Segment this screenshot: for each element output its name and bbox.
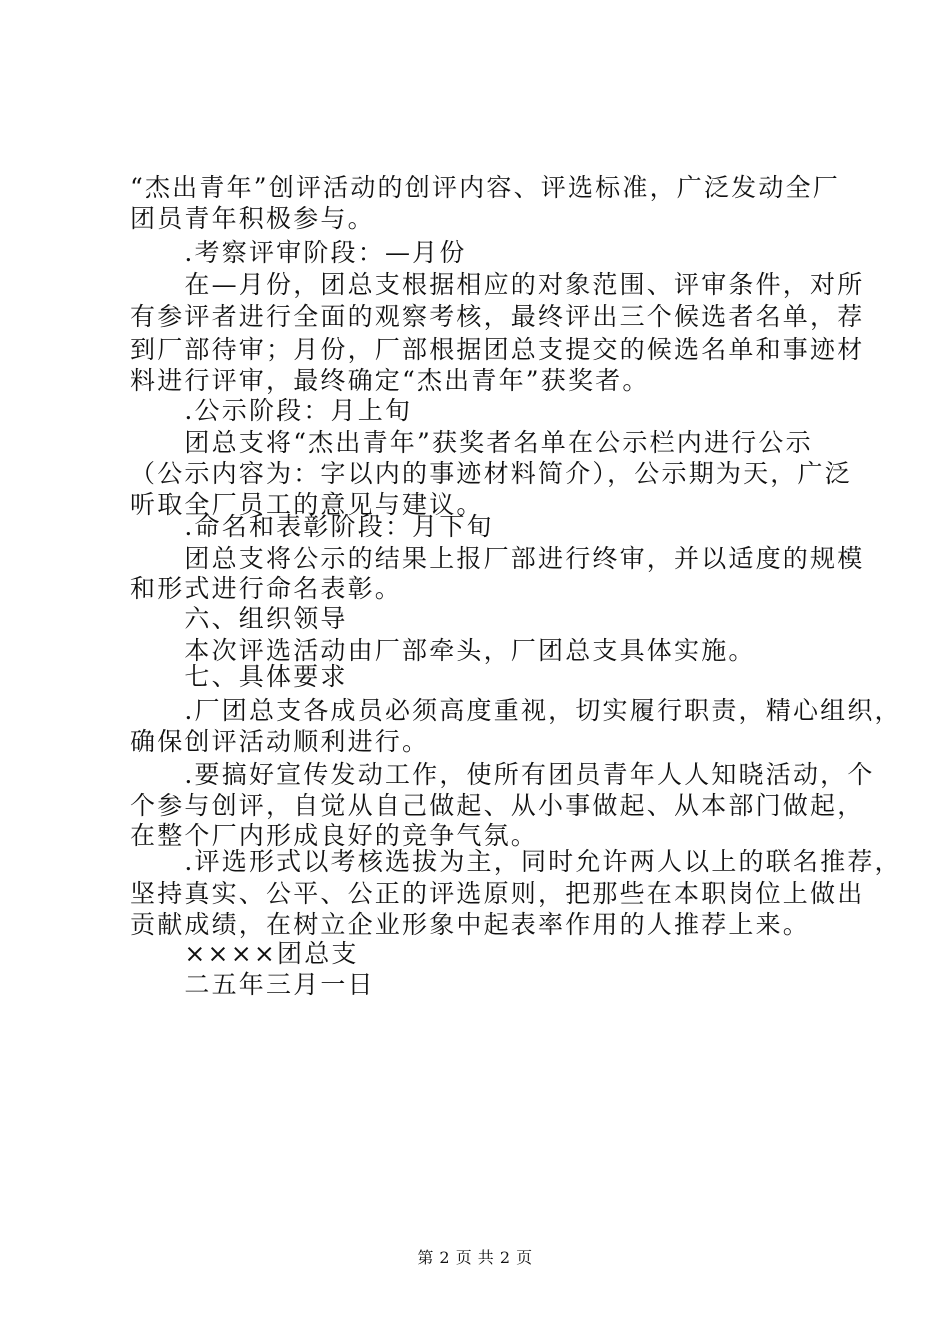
body-line: 听取全厂员工的意见与建议。 bbox=[130, 490, 484, 519]
body-line: .要搞好宣传发动工作，使所有团员青年人人知晓活动，个 bbox=[130, 760, 875, 789]
signature-org: ××××团总支 bbox=[130, 939, 359, 968]
body-line: 贡献成绩，在树立企业形象中起表率作用的人推荐上来。 bbox=[130, 910, 811, 939]
body-line: 团总支将“杰出青年”获奖者名单在公示栏内进行公示 bbox=[130, 428, 813, 457]
body-line: 有参评者进行全面的观察考核，最终评出三个候选者名单，荐 bbox=[130, 302, 865, 331]
section-heading: .考察评审阶段：—月份 bbox=[130, 238, 467, 267]
section-heading: 七、具体要求 bbox=[130, 662, 348, 691]
body-line: 料进行评审，最终确定“杰出青年”获奖者。 bbox=[130, 366, 650, 395]
body-line: 和形式进行命名表彰。 bbox=[130, 574, 403, 603]
body-line: 本次评选活动由厂部牵头，厂团总支具体实施。 bbox=[130, 636, 756, 665]
body-line: （公示内容为：字以内的事迹材料简介），公示期为天，广泛 bbox=[130, 459, 852, 488]
section-heading: .命名和表彰阶段：月下旬 bbox=[130, 512, 494, 541]
section-heading: .公示阶段：月上旬 bbox=[130, 396, 413, 425]
signature-date: 二五年三月一日 bbox=[130, 970, 375, 999]
body-line: .厂团总支各成员必须高度重视，切实履行职责，精心组织， bbox=[130, 696, 902, 725]
section-heading: 六、组织领导 bbox=[130, 604, 348, 633]
body-line: 确保创评活动顺利进行。 bbox=[130, 727, 430, 756]
body-line: 到厂部待审；月份，厂部根据团总支提交的候选名单和事迹材 bbox=[130, 335, 865, 364]
body-line: .评选形式以考核选拔为主，同时允许两人以上的联名推荐， bbox=[130, 847, 902, 876]
body-line: 坚持真实、公平、公正的评选原则，把那些在本职岗位上做出 bbox=[130, 879, 865, 908]
body-line: 在—月份，团总支根据相应的对象范围、评审条件，对所 bbox=[130, 270, 865, 299]
body-line: 个参与创评，自觉从自己做起、从小事做起、从本部门做起， bbox=[130, 791, 865, 820]
body-line: “杰出青年”创评活动的创评内容、评选标准，广泛发动全厂 bbox=[130, 173, 840, 202]
body-line: 在整个厂内形成良好的竞争气氛。 bbox=[130, 821, 539, 850]
body-line: 团总支将公示的结果上报厂部进行终审，并以适度的规模 bbox=[130, 544, 865, 573]
body-line: 团员青年积极参与。 bbox=[130, 204, 375, 233]
page-number-footer: 第 2 页 共 2 页 bbox=[417, 1248, 533, 1267]
